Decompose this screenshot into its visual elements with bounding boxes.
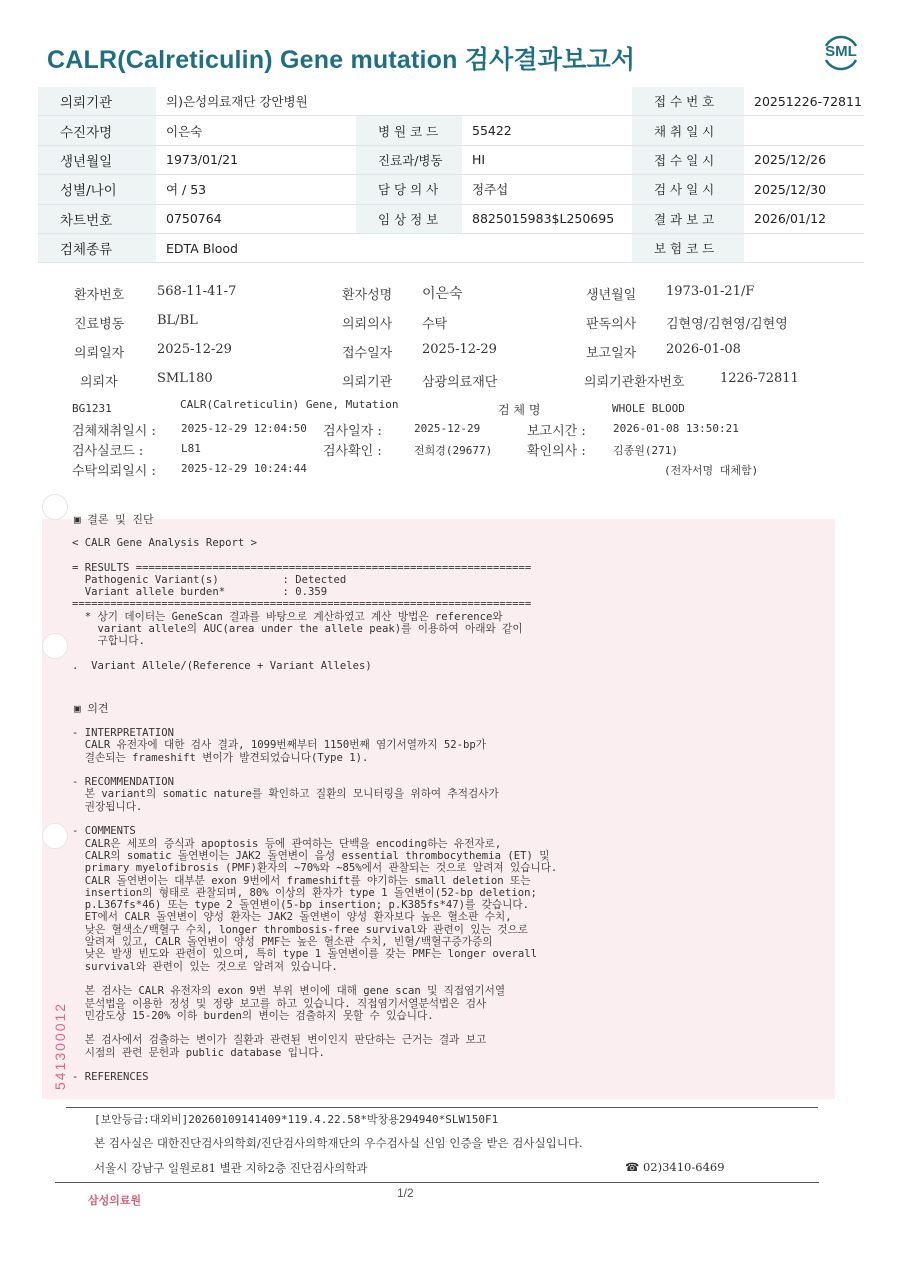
info-value: 여 / 53 bbox=[156, 175, 356, 204]
info-value: 정주섭 bbox=[462, 175, 632, 204]
hdr-label: 진료병동 bbox=[74, 317, 125, 332]
hdr-value: 2025-12-29 bbox=[157, 342, 232, 357]
lab-code-label: 검사실코드 : bbox=[72, 444, 144, 459]
hdr-label: 의뢰의사 bbox=[342, 317, 393, 332]
hdr-label: 환자성명 bbox=[342, 288, 393, 303]
info-row bbox=[38, 233, 864, 262]
info-label: 검 사 일 시 bbox=[632, 175, 744, 204]
info-label: 성별/나이 bbox=[38, 175, 156, 204]
confirm-label: 검사확인 : bbox=[323, 444, 382, 459]
info-value bbox=[744, 233, 864, 262]
sml-logo bbox=[818, 30, 864, 76]
request-label: 수탁의뢰일시 : bbox=[72, 464, 156, 479]
report-time-label: 보고시간 : bbox=[527, 424, 586, 439]
patient-info-table bbox=[38, 87, 864, 263]
hdr-label: 환자번호 bbox=[74, 288, 125, 303]
info-label: 진료과/병동 bbox=[356, 145, 462, 174]
info-label: 병 원 코 드 bbox=[356, 116, 462, 145]
info-value: EDTA Blood bbox=[156, 233, 632, 262]
test-date-value: 2025-12-29 bbox=[414, 422, 481, 435]
info-value: 2025/12/26 bbox=[744, 145, 864, 174]
lab-code-value: L81 bbox=[181, 442, 201, 455]
specimen-label: 검 체 명 bbox=[498, 403, 541, 417]
hdr-label: 의뢰일자 bbox=[74, 346, 125, 361]
hdr-value: 이은숙 bbox=[422, 286, 463, 302]
collect-label: 검체채취일시 : bbox=[72, 424, 156, 439]
report-time-value: 2026-01-08 13:50:21 bbox=[613, 422, 739, 435]
info-row bbox=[38, 175, 864, 204]
info-value: 55422 bbox=[462, 116, 632, 145]
collect-value: 2025-12-29 12:04:50 bbox=[181, 422, 307, 435]
side-number: 541300012 bbox=[52, 1001, 68, 1090]
info-value: 0750764 bbox=[156, 204, 356, 233]
hdr-value: SML180 bbox=[157, 371, 213, 386]
hdr-value: BL/BL bbox=[157, 313, 198, 328]
hdr-value: 김현영/김현영/김현영 bbox=[666, 317, 788, 332]
info-label: 접 수 번 호 bbox=[632, 87, 744, 116]
test-date-label: 검사일자 : bbox=[323, 424, 382, 439]
certification-text: 본 검사실은 대한진단검사의학회/진단검사의학재단의 우수검사실 신임 인증을 받은 검사실입니다. bbox=[94, 1136, 583, 1150]
logo-text: SML bbox=[825, 43, 857, 60]
info-label: 차트번호 bbox=[38, 204, 156, 233]
hdr-label: 의뢰기관 bbox=[342, 375, 393, 390]
info-label: 채 취 일 시 bbox=[632, 116, 744, 145]
info-value: 의)은성의료재단 강안병원 bbox=[156, 87, 632, 116]
analysis-report-text: < CALR Gene Analysis Report > = RESULTS ============================================================== Pathogenic Variant(s) : Detected Variant allele burden* : 0.359 ======================================================================== * 상기 데이터는 GeneScan 결과를 바탕으로 계산하였고 계산 방법은 reference와 variant allele의 AUC(area under the allele peak)를 이용하여 아래와 같이 구합니다. . Variant Allele/(Reference + Variant Alleles) bbox=[72, 537, 532, 672]
hdr-value: 1973-01-21/F bbox=[666, 284, 755, 299]
hdr-value: 수탁 bbox=[422, 317, 448, 332]
opinion-heading: ▣ 의견 bbox=[74, 702, 109, 715]
info-label: 임 상 정 보 bbox=[356, 204, 462, 233]
hdr-value: 2026-01-08 bbox=[666, 342, 741, 357]
info-row bbox=[38, 87, 864, 116]
conclusion-heading: ▣ 결론 및 진단 bbox=[74, 513, 154, 526]
confirm-value: 전희경(29677) bbox=[414, 444, 493, 457]
page-number: 1/2 bbox=[397, 1186, 414, 1200]
info-value: HI bbox=[462, 145, 632, 174]
test-code: BG1231 bbox=[72, 402, 112, 415]
info-value bbox=[744, 116, 864, 145]
opinion-text: - INTERPRETATION CALR 유전자에 대한 검사 결과, 1099번째부터 1150번째 염기서열까지 52-bp가 결손되는 frameshift 변이가 발견되었습니다(Type 1). - RECOMMENDATION 본 variant의 somatic nature를 확인하고 질환의 모니터링을 위하여 추적검사가 권장됩니다. - COMMENTS CALR은 세포의 증식과 apoptosis 등에 관여하는 단백을 encoding하는 유전자로, CALR의 somatic 돌연변이는 JAK2 돌연변이 음성 essential thrombocythemia (ET) 및 primary myelofibrosis (PMF)환자의 ~70%와 ~85%에서 관찰되는 것으로 알려져 있습니다. CALR 돌연변이는 대부분 exon 9번에서 frameshift를 야기하는 small deletion 또는 insertion의 형태로 관찰되며, 80% 이상의 환자가 type 1 돌연변이(52-bp deletion; p.L367fs*46) 또는 type 2 돌연변이(5-bp insertion; p.K385fs*47)를 갖습니다. ET에서 CALR 돌연변이 양성 환자는 JAK2 돌연변이 양성 환자보다 높은 혈소판 수치, 낮은 혈색소/백혈구 수치, longer thrombosis-free survival와 관련이 있는 것으로 알려져 있고, CALR 돌연변이 양성 PMF는 높은 혈소판 수치, 빈혈/백혈구증가증의 낮은 발생 빈도와 관련이 있으며, 특히 type 1 돌연변이를 갖는 PMF는 longer overall survival와 관련이 있는 것으로 알려져 있습니다. 본 검사는 CALR 유전자의 exon 9번 부위 변이에 대해 gene scan 및 직접염기서열 분석법을 이용한 정성 및 정량 보고를 하고 있습니다. 직접염기서열분석법은 검사 민감도상 15-20% 이하 burden의 변이는 검출하지 못할 수 있습니다. 본 검사에서 검출하는 변이가 질환과 관련된 변이인지 판단하는 근거는 결과 보고 시점의 관련 문헌과 public database 입니다. - REFERENCES bbox=[72, 727, 558, 1084]
phone-text: ☎ 02)3410-6469 bbox=[625, 1160, 725, 1174]
hdr-value: 568-11-41-7 bbox=[157, 284, 237, 299]
punch-hole bbox=[42, 823, 68, 849]
footer-bottom-rule bbox=[55, 1182, 819, 1183]
esign-note: (전자서명 대체함) bbox=[664, 464, 759, 477]
info-label: 결 과 보 고 bbox=[632, 204, 744, 233]
info-value: 20251226-72811 bbox=[744, 87, 864, 116]
info-label: 담 당 의 사 bbox=[356, 175, 462, 204]
info-label: 수진자명 bbox=[38, 116, 156, 145]
hdr-value: 1226-72811 bbox=[720, 371, 799, 386]
footer-rule bbox=[66, 1107, 818, 1108]
info-row bbox=[38, 116, 864, 145]
info-label: 의뢰기관 bbox=[38, 87, 156, 116]
hdr-label: 생년월일 bbox=[586, 288, 637, 303]
brand-text: 삼성의료원 bbox=[88, 1195, 142, 1207]
security-line: [보안등급:대외비]20260109141409*119.4.22.58*박창용294940*SLW150F1 bbox=[94, 1113, 499, 1126]
hdr-value: 2025-12-29 bbox=[422, 342, 497, 357]
hdr-label: 의뢰기관환자번호 bbox=[584, 375, 685, 390]
info-label: 검체종류 bbox=[38, 233, 156, 262]
info-value: 2026/01/12 bbox=[744, 204, 864, 233]
doctor-label: 확인의사 : bbox=[527, 444, 586, 459]
info-value: 1973/01/21 bbox=[156, 145, 356, 174]
hdr-label: 접수일자 bbox=[342, 346, 393, 361]
info-row bbox=[38, 145, 864, 174]
info-value: 2025/12/30 bbox=[744, 175, 864, 204]
specimen-value: WHOLE BLOOD bbox=[612, 402, 685, 415]
doctor-value: 김종원(271) bbox=[613, 444, 678, 457]
punch-hole bbox=[42, 494, 68, 520]
punch-hole bbox=[42, 633, 68, 659]
info-label: 접 수 일 시 bbox=[632, 145, 744, 174]
info-value: 8825015983$L250695 bbox=[462, 204, 632, 233]
hdr-label: 보고일자 bbox=[586, 346, 637, 361]
hdr-label: 의뢰자 bbox=[80, 375, 118, 390]
info-label: 보 험 코 드 bbox=[632, 233, 744, 262]
report-title: CALR(Calreticulin) Gene mutation 검사결과보고서 bbox=[47, 46, 636, 74]
info-value: 이은숙 bbox=[156, 116, 356, 145]
hdr-value: 삼광의료재단 bbox=[422, 375, 498, 390]
address-text: 서울시 강남구 일원로81 별관 지하2층 진단검사의학과 bbox=[94, 1161, 368, 1175]
test-name: CALR(Calreticulin) Gene, Mutation bbox=[180, 398, 399, 411]
hdr-label: 판독의사 bbox=[586, 317, 637, 332]
info-label: 생년월일 bbox=[38, 145, 156, 174]
info-row bbox=[38, 204, 864, 233]
request-value: 2025-12-29 10:24:44 bbox=[181, 462, 307, 475]
